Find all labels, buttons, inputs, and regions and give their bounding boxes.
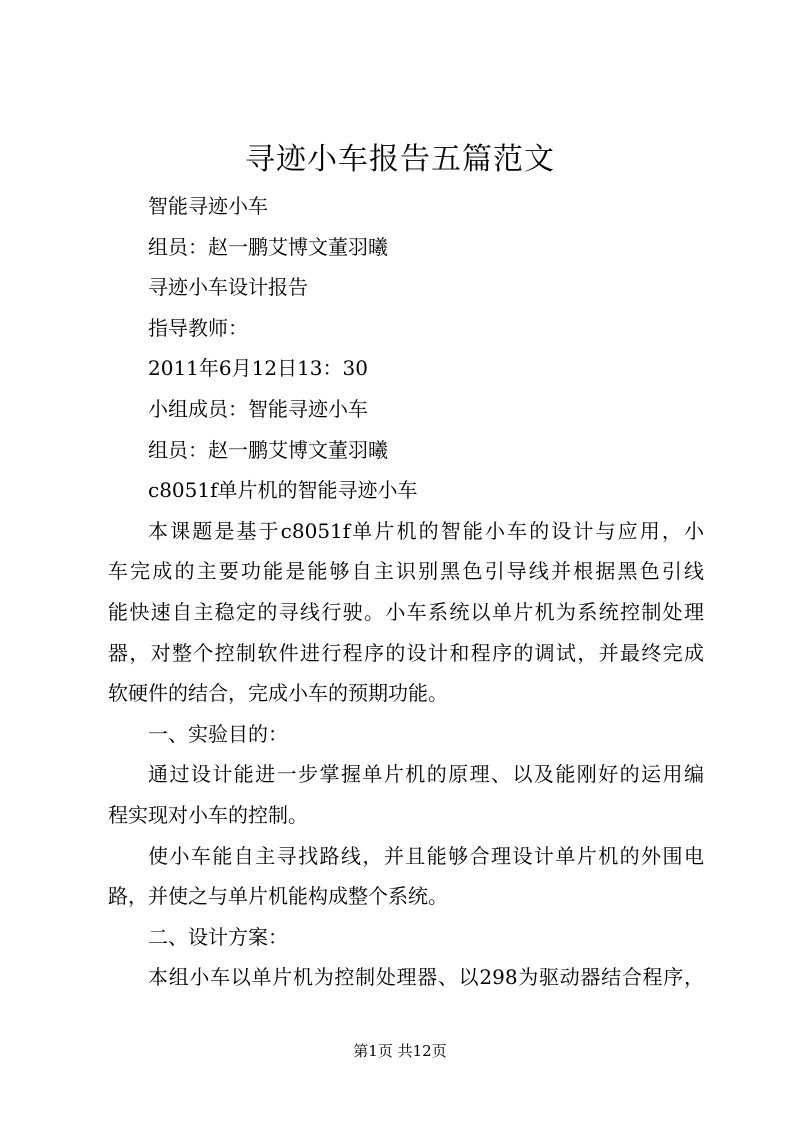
text-line: 组员：赵一鹏艾博文董羽曦 (148, 234, 388, 259)
text-line: c8051f单片机的智能寻迹小车 (148, 478, 418, 503)
paragraph-line: 器，对整个控制软件进行程序的设计和程序的调试，并最终完成 (108, 640, 704, 665)
paragraph-intro (108, 511, 704, 714)
page-number-footer: 第1页 共12页 (353, 1042, 447, 1060)
paragraph-line: 本课题是基于c8051f单片机的智能小车的设计与应用，小 (148, 518, 704, 543)
paragraph-line: 程实现对小车的控制。 (108, 802, 308, 827)
paragraph-design (108, 957, 704, 998)
document-title: 寻迹小车报告五篇范文 (245, 142, 555, 177)
text-line: 组员：赵一鹏艾博文董羽曦 (148, 437, 388, 462)
paragraph-line: 车完成的主要功能是能够自主识别黑色引导线并根据黑色引线 (108, 559, 704, 584)
document-body (108, 186, 704, 998)
paragraph-line: 能快速自主稳定的寻线行驶。小车系统以单片机为系统控制处理 (108, 599, 704, 624)
paragraph-line: 通过设计能进一步掌握单片机的原理、以及能刚好的运用编 (148, 762, 704, 787)
paragraph-line: 本组小车以单片机为控制处理器、以298为驱动器结合程序， (148, 965, 704, 990)
text-line: 小组成员：智能寻迹小车 (148, 396, 368, 421)
paragraph-line: 路，并使之与单片机能构成整个系统。 (108, 884, 448, 909)
text-line: 寻迹小车设计报告 (148, 275, 308, 300)
paragraph-line: 使小车能自主寻找路线，并且能够合理设计单片机的外围电 (148, 843, 704, 868)
section-heading-purpose: 一、实验目的： (148, 721, 288, 746)
section-heading-design: 二、设计方案： (148, 924, 288, 949)
paragraph-purpose-1 (108, 754, 704, 835)
text-line: 2011年6月12日13：30 (148, 356, 368, 381)
text-line: 智能寻迹小车 (148, 194, 268, 218)
text-line: 指导教师： (148, 315, 248, 340)
paragraph-line: 软硬件的结合，完成小车的预期功能。 (108, 681, 448, 706)
paragraph-purpose-2 (108, 836, 704, 917)
